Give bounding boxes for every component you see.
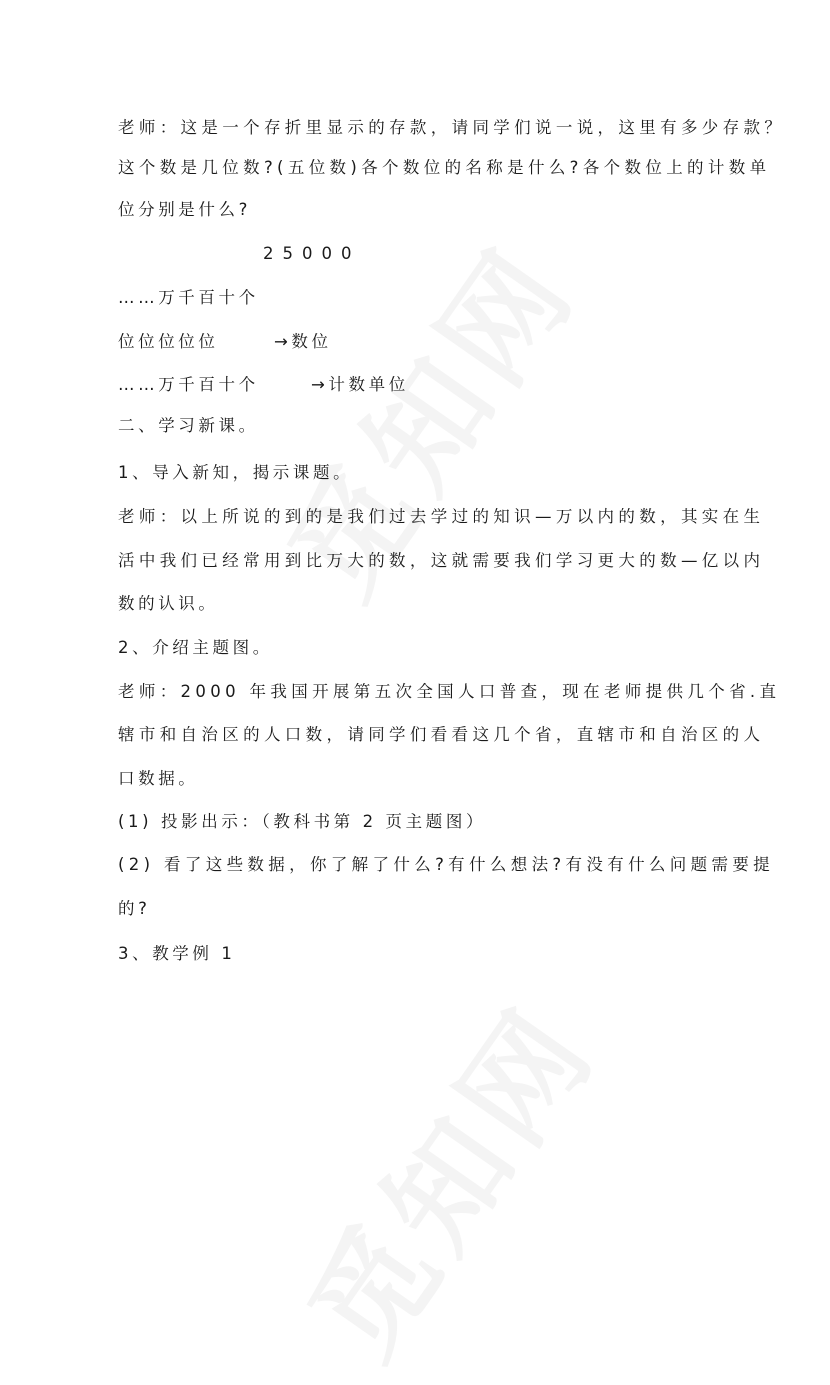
sub-item-2-line-1: (2) 看了这些数据，你了解了什么?有什么想法?有没有什么问题需要提 (118, 855, 775, 874)
digit-row: 位位位位位 (118, 332, 219, 351)
item2-body-line-2: 辖市和自治区的人口数，请同学们看看这几个省，直辖市和自治区的人 (118, 725, 765, 744)
intro-line-1: 老师：这是一个存折里显示的存款，请同学们说一说，这里有多少存款？ (118, 118, 786, 137)
watermark (263, 967, 628, 1385)
item3-title: 3、教学例 1 (118, 944, 236, 963)
digit-row-arrow-label: →数位 (274, 332, 332, 351)
intro-line-2: 这个数是几位数?(五位数)各个数位的名称是什么?各个数位上的计数单 (118, 158, 771, 177)
unit-row: ……万千百十个 (118, 375, 259, 394)
item1-body-line-1: 老师：以上所说的到的是我们过去学过的知识—万以内的数，其实在生 (118, 507, 765, 526)
sub-item-1: (1) 投影出示：（教科书第 2 页主题图） (118, 812, 487, 831)
number-example: 25000 (263, 244, 361, 263)
place-names-row: ……万千百十个 (118, 288, 259, 307)
item2-title: 2、介绍主题图。 (118, 638, 273, 657)
intro-line-3: 位分别是什么? (118, 200, 251, 219)
item1-body-line-3: 数的认识。 (118, 594, 219, 613)
item1-body-line-2: 活中我们已经常用到比万大的数，这就需要我们学习更大的数—亿以内 (118, 551, 765, 570)
unit-row-arrow-label: →计数单位 (311, 375, 409, 394)
item2-body-line-3: 口数据。 (118, 769, 199, 788)
item2-body-line-1: 老师：2000 年我国开展第五次全国人口普查，现在老师提供几个省.直 (118, 682, 781, 701)
section-two-heading: 二、学习新课。 (118, 416, 259, 435)
sub-item-2-line-2: 的? (118, 899, 151, 918)
item1-title: 1、导入新知，揭示课题。 (118, 463, 354, 482)
